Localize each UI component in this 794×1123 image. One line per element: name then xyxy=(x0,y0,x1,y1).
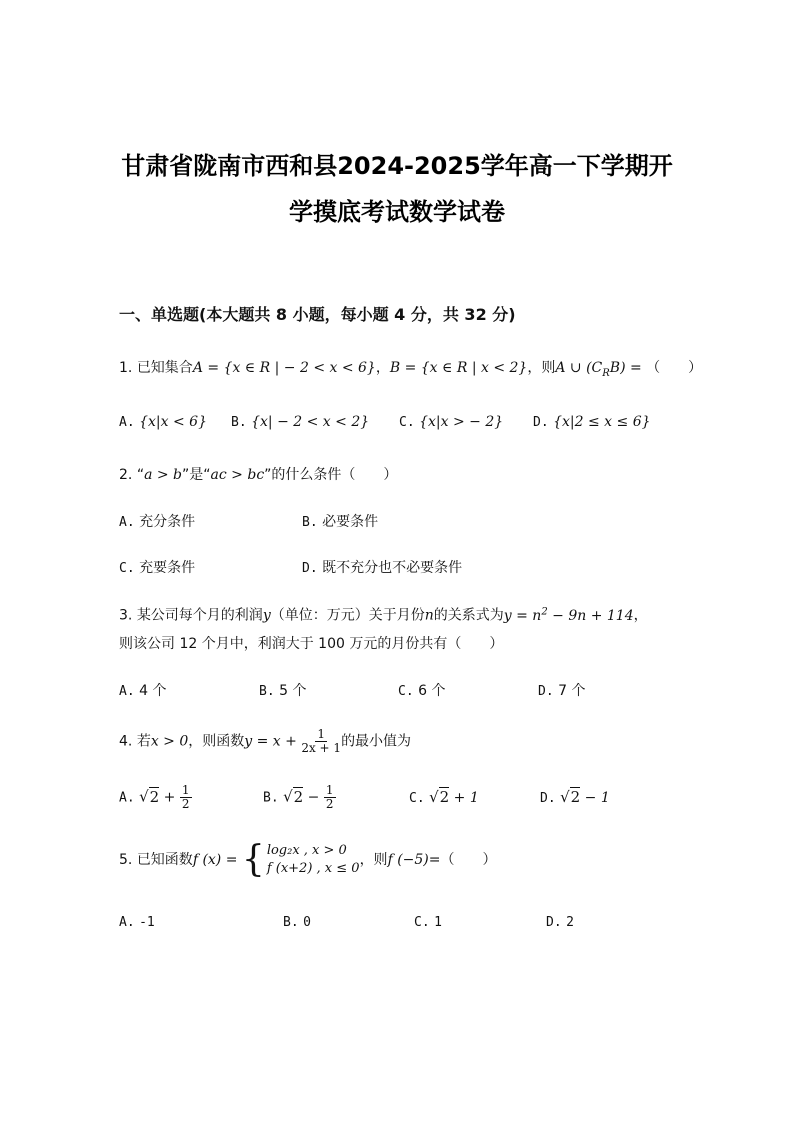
question-number: 2. xyxy=(119,467,133,483)
question-text: 若 xyxy=(136,733,151,750)
option-label: C. xyxy=(409,791,425,806)
question-3-line2: 则该公司 12 个月中，利润大于 100 万元的月份共有（ ） xyxy=(119,636,504,652)
option-a xyxy=(119,784,192,811)
option-c xyxy=(398,680,445,700)
condition: x > 0 xyxy=(150,733,189,750)
question-text: 已知集合 xyxy=(136,360,193,376)
fraction: $\frac{1}{2}$ xyxy=(181,783,190,811)
option-b xyxy=(259,680,306,700)
fraction: $\frac{1}{2x + 1}$ xyxy=(301,727,342,755)
operator: − 1 xyxy=(580,790,610,806)
option-text: {x|x < 6} xyxy=(139,414,207,430)
option-label: D. xyxy=(546,915,562,930)
question-number: 5. xyxy=(119,852,133,868)
fraction: $\frac{1}{2}$ xyxy=(325,783,334,811)
question-text: ，则 xyxy=(527,360,556,376)
option-a xyxy=(119,511,195,531)
sqrt: √2 xyxy=(429,788,450,806)
option-label: C. xyxy=(414,915,430,930)
question-text: ”是“ xyxy=(182,467,211,483)
option-a xyxy=(119,414,207,430)
separator: ， xyxy=(633,607,648,624)
question-text: ”的什么条件（ ） xyxy=(264,467,398,483)
operator: + 1 xyxy=(449,790,479,806)
option-c xyxy=(399,414,503,430)
option-text: 充要条件 xyxy=(139,560,196,576)
question-text: 已知函数 xyxy=(136,852,193,868)
option-text: 6 个 xyxy=(418,683,446,699)
question-text: =（ ） xyxy=(428,852,497,868)
option-a xyxy=(119,680,166,700)
set-a: A = {x ∈ R | − 2 < x < 6} xyxy=(192,360,376,376)
expression: A ∪ $(C_RB)$ = xyxy=(555,360,642,379)
option-label: B. xyxy=(259,684,275,699)
set-b: B = {x ∈ R | x < 2} xyxy=(389,360,528,376)
option-label: C. xyxy=(119,561,135,576)
question-number: 4. xyxy=(119,733,133,750)
question-text: （单位：万元）关于月份 xyxy=(270,607,425,624)
option-text: {x|x > − 2} xyxy=(419,414,504,430)
option-b xyxy=(231,414,369,430)
operator: − xyxy=(303,789,324,806)
option-d xyxy=(540,788,610,806)
option-d xyxy=(302,557,462,577)
sqrt: √2 xyxy=(139,787,160,806)
question-1 xyxy=(119,358,702,384)
option-text: {x| − 2 < x < 2} xyxy=(251,414,370,430)
option-label: B. xyxy=(283,915,299,930)
condition-2: ac > bc xyxy=(210,467,265,483)
document-title-line2: 学摸底考试数学试卷 xyxy=(289,198,505,226)
option-label: A. xyxy=(119,515,135,530)
option-text: 既不充分也不必要条件 xyxy=(322,560,463,576)
piecewise: { log₂x , x > 0 f (x+2) , x ≤ 0 xyxy=(241,839,360,880)
option-b xyxy=(302,511,378,531)
operator: + xyxy=(159,789,180,806)
option-c xyxy=(119,557,195,577)
option-label: C. xyxy=(398,684,414,699)
option-label: D. xyxy=(540,791,556,806)
quote-mark: “ xyxy=(136,467,145,483)
option-d xyxy=(538,680,585,700)
option-label: A. xyxy=(119,915,135,930)
option-label: B. xyxy=(231,415,247,430)
option-label: B. xyxy=(302,515,318,530)
option-c xyxy=(414,914,442,930)
option-text: 充分条件 xyxy=(139,514,196,530)
sqrt: √2 xyxy=(283,787,304,806)
variable: y xyxy=(262,607,271,624)
option-label: A. xyxy=(119,684,135,699)
formula: $y = n^2 - 9n + 114$ xyxy=(503,606,634,624)
question-text: 的关系式为 xyxy=(433,607,504,624)
document-title-line1: 甘肃省陇南市西和县2024-2025学年高一下学期开 xyxy=(121,152,673,180)
option-label: D. xyxy=(538,684,554,699)
function-lhs: y = x + xyxy=(244,733,302,750)
option-text: 4 个 xyxy=(139,683,167,699)
question-number: 3. xyxy=(119,607,133,624)
option-text: {x|2 ≤ x ≤ 6} xyxy=(553,414,651,430)
option-d xyxy=(533,414,651,430)
option-text: 5 个 xyxy=(279,683,307,699)
variable: n xyxy=(424,607,434,624)
option-text: 1 xyxy=(434,915,442,930)
option-text: -1 xyxy=(139,915,155,930)
option-d xyxy=(546,914,574,930)
option-label: C. xyxy=(399,415,415,430)
function-eval: f (−5) xyxy=(387,852,429,868)
question-text: ，则 xyxy=(359,852,388,868)
question-5 xyxy=(119,839,497,880)
separator: ， xyxy=(375,360,390,376)
option-text: 2 xyxy=(566,915,574,930)
option-b xyxy=(283,914,311,930)
question-2 xyxy=(119,465,397,485)
case-1: log₂x , x > 0 xyxy=(266,843,347,858)
sqrt: √2 xyxy=(560,788,581,806)
question-number: 1. xyxy=(119,360,133,376)
answer-paren: （ ） xyxy=(646,360,703,376)
option-text: 必要条件 xyxy=(322,514,379,530)
function-lhs: f (x) = xyxy=(192,852,238,868)
question-text: 的最小值为 xyxy=(341,733,412,750)
question-text: ，则函数 xyxy=(188,733,245,750)
option-b xyxy=(263,784,336,811)
option-label: D. xyxy=(302,561,318,576)
option-label: B. xyxy=(263,790,279,806)
option-text: 0 xyxy=(303,915,311,930)
condition-1: a > b xyxy=(144,467,183,483)
section-heading: 一、单选题(本大题共 8 小题，每小题 4 分，共 32 分) xyxy=(119,305,516,324)
option-a xyxy=(119,914,155,930)
question-text: 某公司每个月的利润 xyxy=(136,607,263,624)
option-c xyxy=(409,788,479,806)
option-label: A. xyxy=(119,415,135,430)
option-label: A. xyxy=(119,790,135,806)
option-label: D. xyxy=(533,415,549,430)
case-2: f (x+2) , x ≤ 0 xyxy=(266,861,360,876)
question-4 xyxy=(119,728,411,755)
option-text: 7 个 xyxy=(558,683,586,699)
question-3 xyxy=(119,602,648,626)
